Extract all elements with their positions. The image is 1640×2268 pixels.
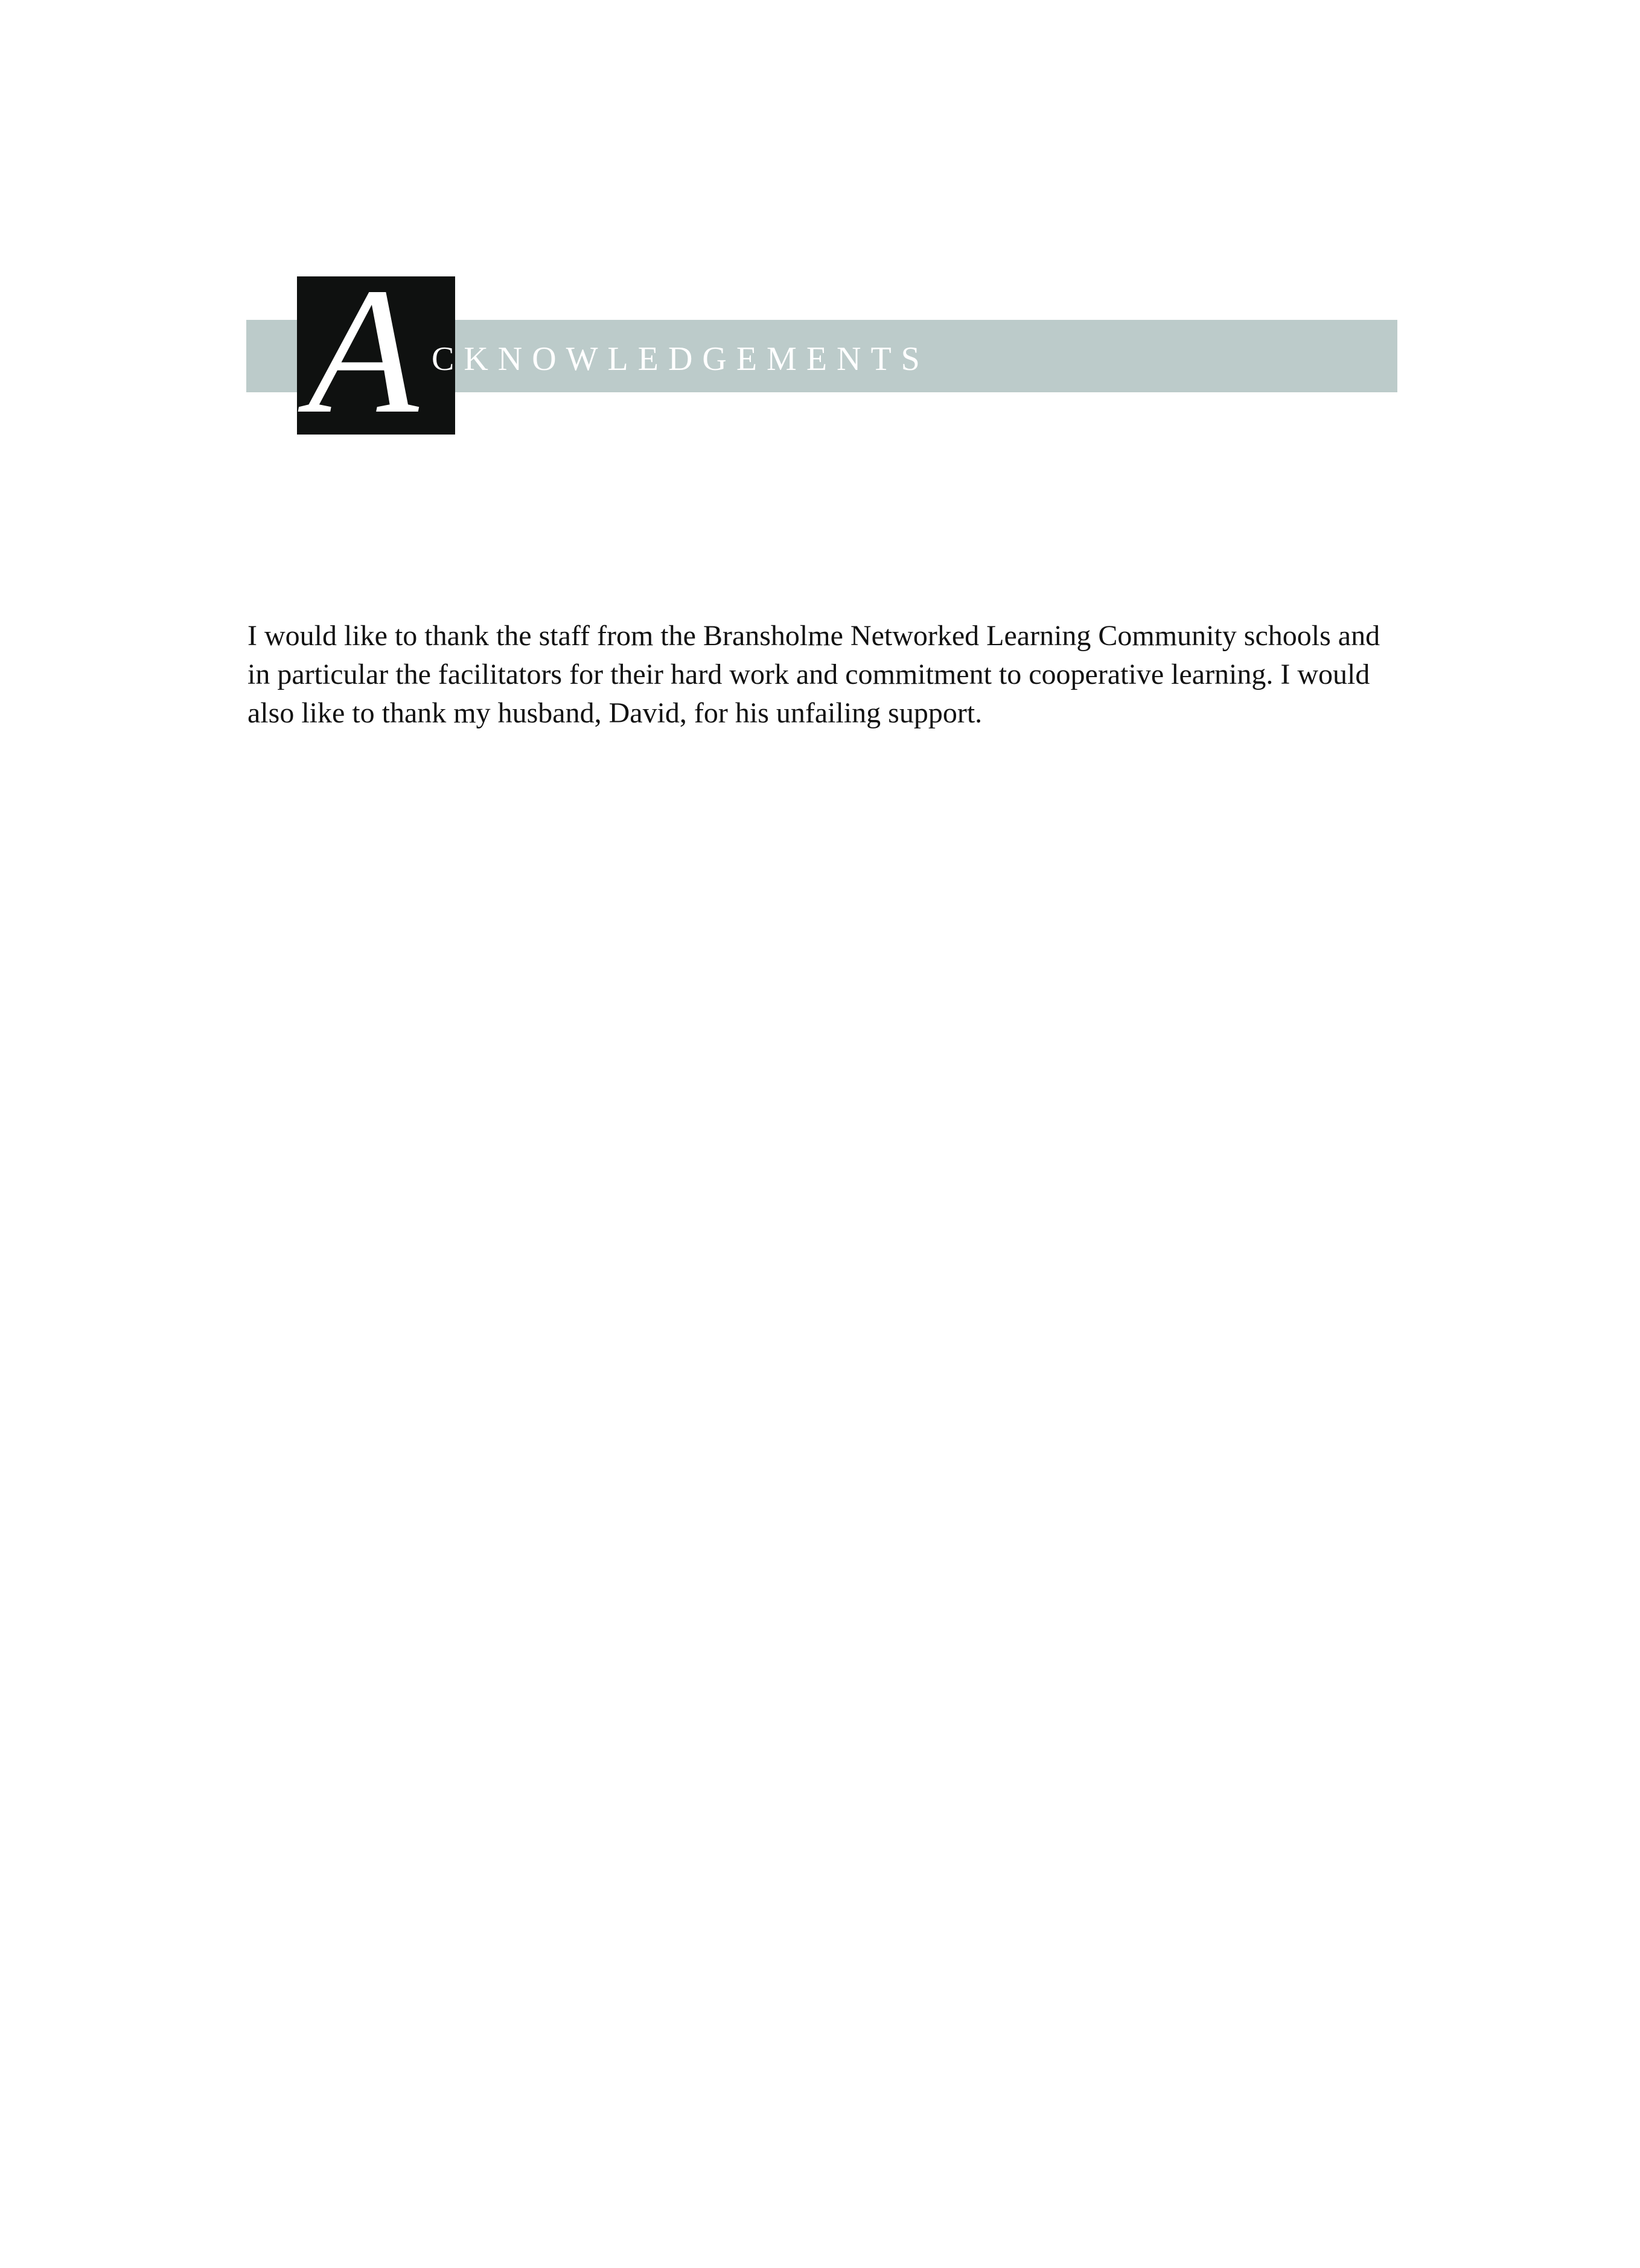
heading-title-text: CKNOWLEDGEMENTS	[432, 340, 930, 378]
acknowledgement-paragraph: I would like to thank the staff from the Bransholme Networked Learning Community schools and in particular the facilitators for their hard work and commitment to cooperative learning. I would also like to thank my husband, David, for his unfailing support.	[247, 620, 1380, 729]
drop-cap-letter: A	[308, 276, 419, 435]
